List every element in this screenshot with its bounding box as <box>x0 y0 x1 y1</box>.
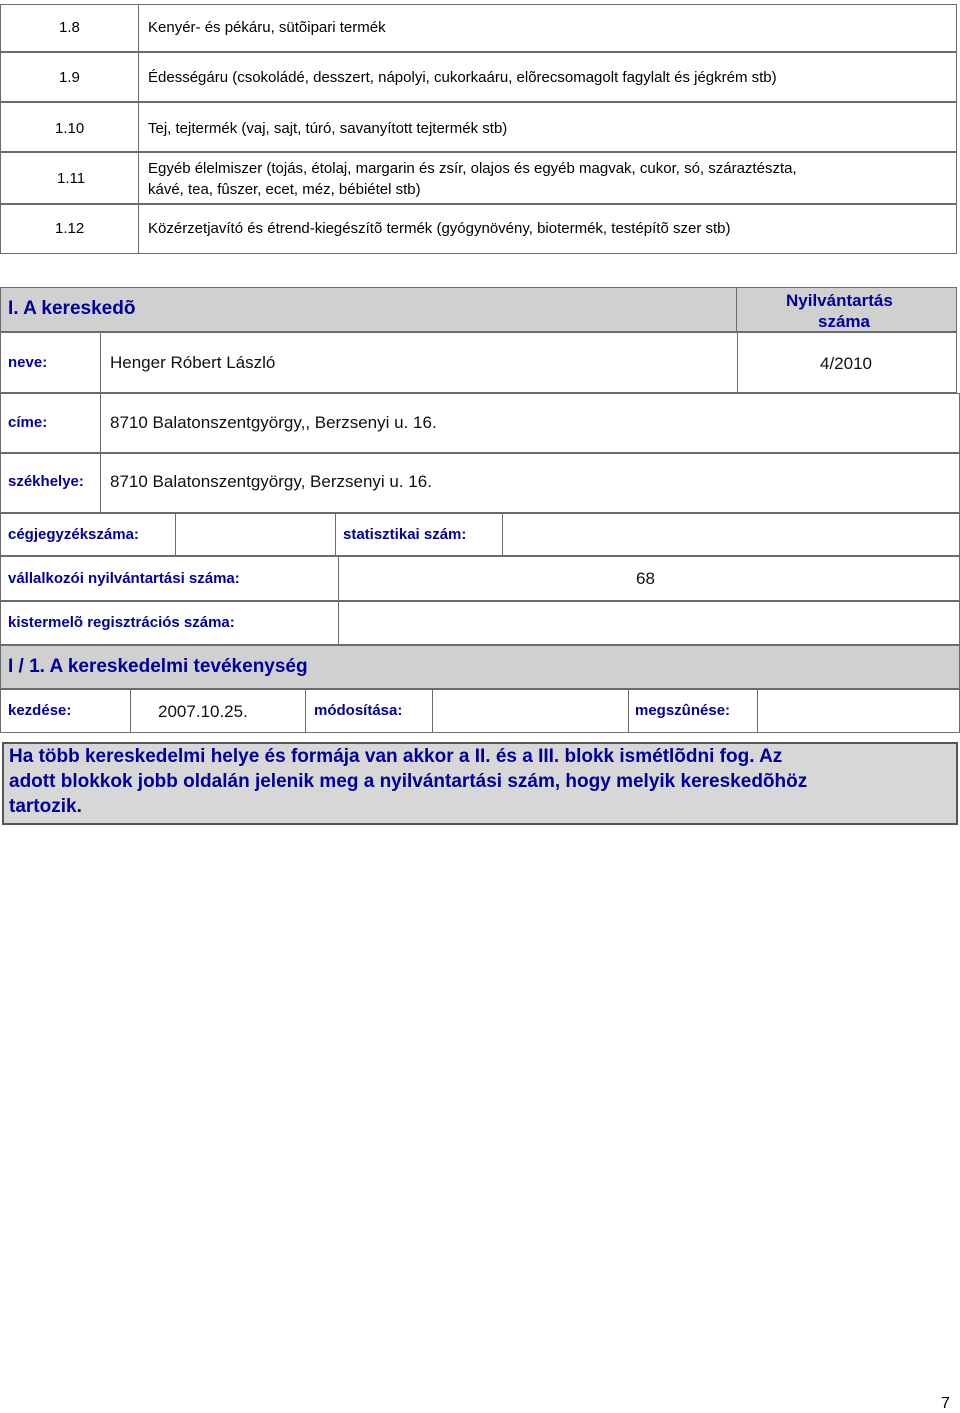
end-label: megszûnése: <box>635 702 731 719</box>
category-number: 1.9 <box>59 69 80 86</box>
smallholder-label: kistermelõ regisztrációs száma: <box>8 614 235 631</box>
name-value: Henger Róbert László <box>110 353 276 372</box>
divider <box>432 689 433 733</box>
divider <box>100 453 101 513</box>
category-number: 1.10 <box>55 120 85 137</box>
registry-number: 4/2010 <box>820 354 872 373</box>
divider <box>338 556 339 601</box>
note-line: Ha több kereskedelmi helye és formája van akkor a II. és a III. blokk ismétlõdni fog. Az <box>9 746 783 767</box>
category-row <box>0 4 957 52</box>
registry-header-line1: Nyilvántartás <box>786 291 893 310</box>
category-number: 1.11 <box>57 170 86 187</box>
divider <box>138 152 139 204</box>
category-text: Kenyér- és pékáru, sütõipari termék <box>148 19 386 36</box>
page-number: 7 <box>941 1395 950 1412</box>
address-value: 8710 Balatonszentgyörgy,, Berzsenyi u. 16. <box>110 413 437 432</box>
start-value: 2007.10.25. <box>158 702 248 721</box>
divider <box>175 513 176 556</box>
divider <box>757 689 758 733</box>
seat-value: 8710 Balatonszentgyörgy, Berzsenyi u. 16. <box>110 472 432 491</box>
name-label: neve: <box>8 354 48 371</box>
seat-label: székhelye: <box>8 473 84 490</box>
note-line: adott blokkok jobb oldalán jelenik meg a nyilvántartási szám, hogy melyik kereskedõhöz <box>9 771 808 792</box>
divider <box>130 689 131 733</box>
divider <box>502 513 503 556</box>
address-label: címe: <box>8 414 48 431</box>
company-reg-row <box>0 513 960 556</box>
category-text: Édességáru (csokoládé, desszert, nápolyi, cukorkaáru, elõrecsomagolt fagylalt és jégkrém stb) <box>148 69 777 86</box>
divider <box>628 689 629 733</box>
company-reg-label: cégjegyzékszáma: <box>8 526 139 543</box>
category-text-line: Egyéb élelmiszer (tojás, étolaj, margarin és zsír, olajos és egyéb magvak, cukor, só, száraztészta, <box>148 160 797 177</box>
trader-title: I. A kereskedõ <box>8 298 136 319</box>
divider <box>138 52 139 102</box>
note-line: tartozik. <box>9 796 82 817</box>
category-text: Közérzetjavító és étrend-kiegészítõ termék (gyógynövény, biotermék, testépítõ szer stb) <box>148 220 731 237</box>
category-text: Tej, tejtermék (vaj, sajt, túró, savanyított tejtermék stb) <box>148 120 508 137</box>
divider <box>338 601 339 645</box>
entrepreneur-value: 68 <box>636 569 655 588</box>
entrepreneur-label: vállalkozói nyilvántartási száma: <box>8 570 240 587</box>
start-label: kezdése: <box>8 702 72 719</box>
category-text-line: kávé, tea, fûszer, ecet, méz, bébiétel stb) <box>148 181 421 198</box>
divider <box>737 332 738 393</box>
divider <box>335 513 336 556</box>
stat-label: statisztikai szám: <box>343 526 467 543</box>
modified-label: módosítása: <box>314 702 403 719</box>
category-number: 1.8 <box>59 19 80 36</box>
divider <box>100 332 101 393</box>
divider <box>100 393 101 453</box>
divider <box>138 102 139 152</box>
registry-header-line2: száma <box>818 312 870 331</box>
activity-dates-row <box>0 689 960 733</box>
divider <box>305 689 306 733</box>
activity-title: I / 1. A kereskedelmi tevékenység <box>8 656 308 677</box>
divider <box>138 204 139 254</box>
category-number: 1.12 <box>55 220 85 237</box>
divider <box>138 4 139 52</box>
